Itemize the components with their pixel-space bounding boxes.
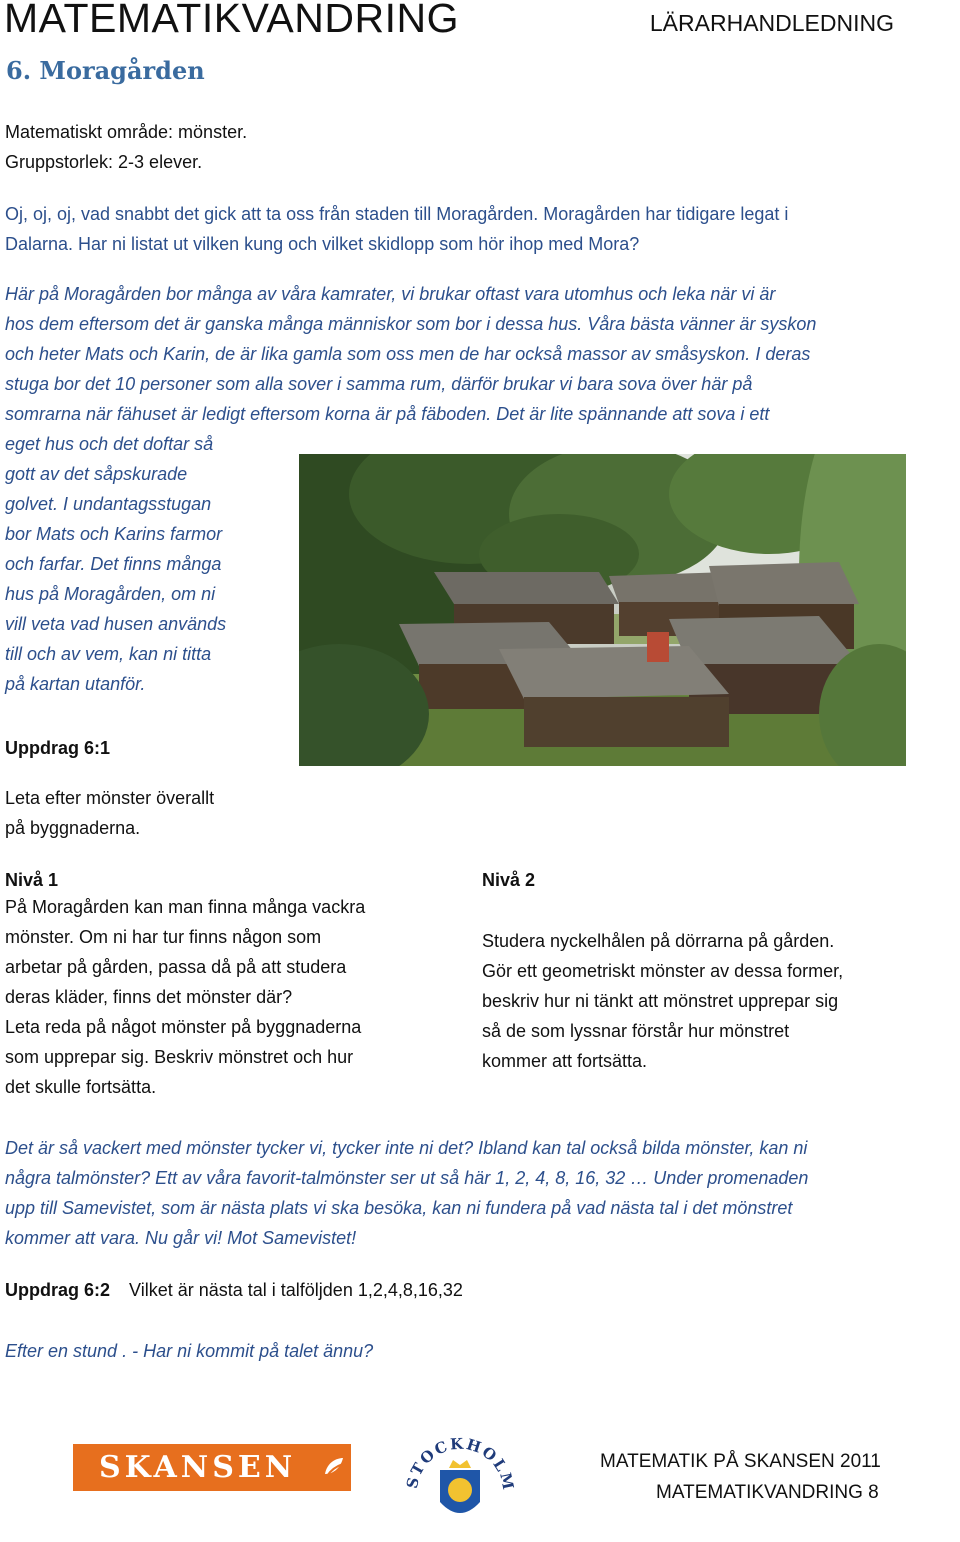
story-line: somrarna när fähuset är ledigt eftersom korna är på fäboden. Det är lite spännande att sova i ett — [5, 404, 770, 424]
level-1-line: På Moragården kan man finna många vackra — [5, 897, 366, 917]
story-line: på kartan utanför. — [5, 674, 146, 694]
level-1-line: mönster. Om ni har tur finns någon som — [5, 927, 322, 947]
section-heading: 6. Moragården — [6, 56, 205, 85]
level-1-line: som upprepar sig. Beskriv mönstret och hur — [5, 1047, 354, 1067]
seal-text: TOCKHOL — [407, 1434, 512, 1479]
story-line: bor Mats och Karins farmor — [5, 524, 223, 544]
closing-line: kommer att vara. Nu går vi! Mot Samevistet! — [5, 1228, 357, 1248]
document-type-label: LÄRARHANDLEDNING — [649, 10, 894, 36]
story-paragraph — [5, 279, 955, 429]
footer-page: MATEMATIKVANDRING 8 — [656, 1482, 879, 1503]
story-line: och farfar. Det finns många — [5, 554, 222, 574]
closing-line: Det är så vackert med mönster tycker vi, tycker inte ni det? Ibland kan tal också bilda mönster, kan ni — [5, 1138, 808, 1158]
level-2-line: kommer att fortsätta. — [482, 1051, 648, 1071]
story-line: stuga bor det 10 personer som alla sover i samma rum, därför brukar vi bara sova över här på — [5, 374, 753, 394]
story-line: till och av vem, kan ni titta — [5, 644, 212, 664]
level-2-text — [482, 926, 942, 1076]
task-6-1-heading: Uppdrag 6:1 — [5, 738, 111, 758]
level-2-line: beskriv hur ni tänkt att mönstret upprepar sig — [482, 991, 839, 1011]
story-line: vill veta vad husen används — [5, 614, 227, 634]
moragarden-photo — [299, 454, 906, 766]
level-1-line: Leta reda på något mönster på byggnaderna — [5, 1017, 362, 1037]
closing-paragraph — [5, 1133, 955, 1253]
story-line: Här på Moragården bor många av våra kamrater, vi brukar oftast vara utomhus och leka när vi är — [5, 284, 776, 304]
document-title: MATEMATIKVANDRING — [4, 0, 459, 41]
story-line: gott av det såpskurade — [5, 464, 188, 484]
skansen-logo — [73, 1444, 351, 1491]
footer-info — [600, 1446, 881, 1508]
task-6-2-heading: Uppdrag 6:2 — [5, 1280, 111, 1300]
level-1-heading: Nivå 1 — [5, 870, 59, 890]
level-2-line: så de som lyssnar förstår hur mönstret — [482, 1021, 790, 1041]
story-line: och heter Mats och Karin, de är lika gamla som oss men de har också massor av småsyskon. I deras — [5, 344, 811, 364]
task-6-1-text — [5, 783, 214, 843]
story-continued — [5, 429, 295, 699]
level-2-heading: Nivå 2 — [482, 870, 536, 890]
skansen-logo-text: SKANSEN — [99, 1450, 297, 1485]
story-line: eget hus och det doftar så — [5, 434, 214, 454]
task-6-2-text: Vilket är nästa tal i talföljden 1,2,4,8,16,32 — [129, 1280, 463, 1300]
skansen-leaf-icon — [321, 1454, 347, 1480]
stockholms-stad-seal — [405, 1432, 515, 1537]
level-1-line: deras kläder, finns det mönster där? — [5, 987, 293, 1007]
intro-block — [5, 117, 247, 177]
task-6-2 — [5, 1275, 463, 1305]
lead-line: Oj, oj, oj, vad snabbt det gick att ta oss från staden till Moragården. Moragården har tidigare legat i — [5, 204, 789, 224]
group-size: Gruppstorlek: 2-3 elever. — [5, 152, 203, 172]
level-1-text — [5, 892, 445, 1102]
task-line: Leta efter mönster överallt — [5, 788, 215, 808]
story-line: golvet. I undantagsstugan — [5, 494, 212, 514]
lead-paragraph — [5, 199, 955, 259]
lead-line: Dalarna. Har ni listat ut vilken kung och vilket skidlopp som hör ihop med Mora? — [5, 234, 640, 254]
task-line: på byggnaderna. — [5, 818, 141, 838]
closing-line: några talmönster? Ett av våra favorit-talmönster ser ut så här 1, 2, 4, 8, 16, 32 … Under promenaden — [5, 1168, 809, 1188]
closing-line: upp till Samevistet, som är nästa plats vi ska besöka, kan ni fundera på vad nästa tal i det mönstret — [5, 1198, 793, 1218]
footer-series: MATEMATIK PÅ SKANSEN 2011 — [600, 1451, 881, 1472]
level-1-line: det skulle fortsätta. — [5, 1077, 157, 1097]
story-line: hos dem eftersom det är ganska många människor som bor i dessa hus. Våra bästa vänner är syskon — [5, 314, 817, 334]
story-line: hus på Moragården, om ni — [5, 584, 216, 604]
level-1-line: arbetar på gården, passa då på att studera — [5, 957, 347, 977]
afterwards-note: Efter en stund . - Har ni kommit på talet ännu? — [5, 1341, 374, 1361]
level-2-line: Studera nyckelhålen på dörrarna på gården. — [482, 931, 835, 951]
level-2-line: Gör ett geometriskt mönster av dessa former, — [482, 961, 844, 981]
math-area: Matematiskt område: mönster. — [5, 122, 248, 142]
